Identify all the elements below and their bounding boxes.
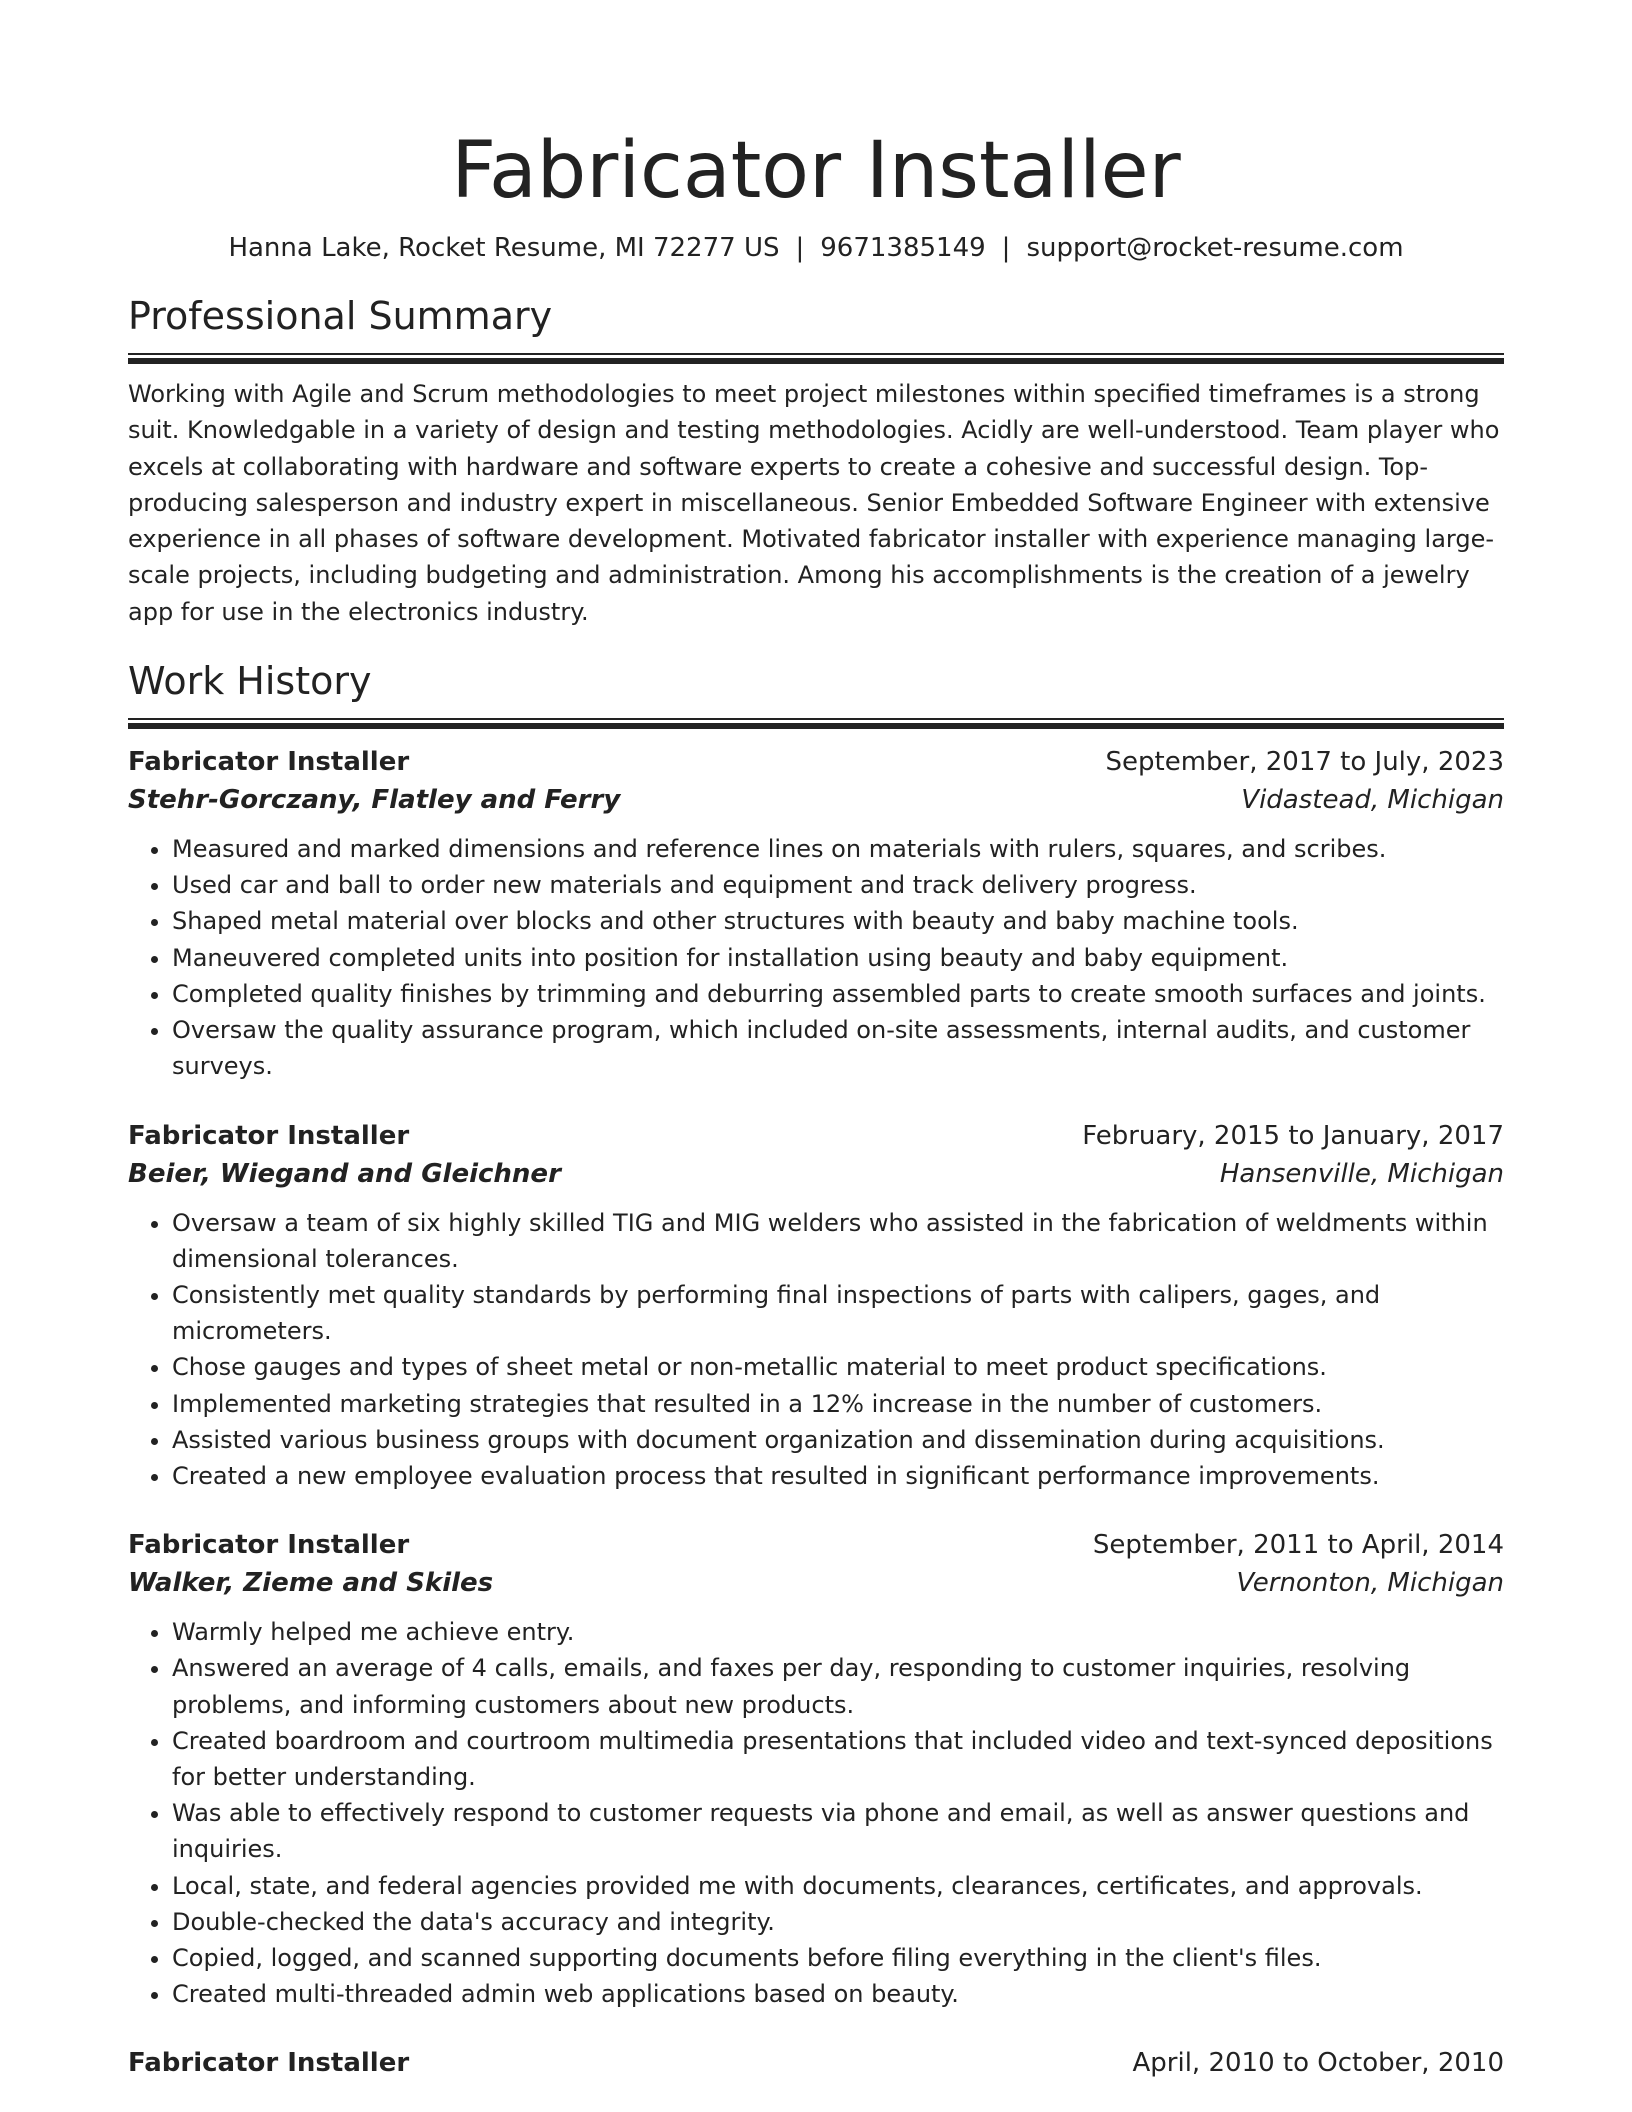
job-entry: [128, 743, 1504, 1084]
job-company-row: [128, 781, 1504, 819]
job-bullet: • Shaped metal material over blocks and other structures with beauty and baby machine tools.: [172, 903, 1504, 939]
job-header-row: [128, 2044, 1504, 2082]
job-bullet: • Created boardroom and courtroom multimedia presentations that included video and text-synced depositions for better understanding.: [172, 1723, 1504, 1795]
contact-separator: |: [1001, 233, 1011, 263]
job-bullet: • Answered an average of 4 calls, emails, and faxes per day, responding to customer inquiries, resolving problems, and informing customers about new products.: [172, 1650, 1504, 1722]
job-bullet: • Copied, logged, and scanned supporting documents before filing everything in the client's files.: [172, 1940, 1504, 1976]
job-header-row: [128, 743, 1504, 781]
work-history-section: [128, 656, 1504, 2082]
heading-divider: [128, 353, 1504, 355]
professional-summary-section: [128, 291, 1504, 630]
job-title: Fabricator Installer: [128, 2048, 410, 2079]
job-dates: September, 2011 to April, 2014: [1092, 1530, 1504, 1561]
job-bullet: • Used car and ball to order new materials and equipment and track delivery progress.: [172, 867, 1504, 903]
heading-divider-thick: [128, 358, 1504, 364]
job-bullet: • Chose gauges and types of sheet metal or non-metallic material to meet product specifications.: [172, 1349, 1504, 1385]
job-location: Vidastead, Michigan: [1241, 785, 1504, 816]
job-company-row: [128, 1155, 1504, 1193]
job-bullet: • Implemented marketing strategies that resulted in a 12% increase in the number of customers.: [172, 1386, 1504, 1422]
job-entry: [128, 2044, 1504, 2082]
heading-divider-thick: [128, 723, 1504, 729]
job-header-row: [128, 1117, 1504, 1155]
job-bullet: • Consistently met quality standards by performing final inspections of parts with calipers, gages, and micrometers.: [172, 1277, 1504, 1349]
job-header-row: [128, 1526, 1504, 1564]
job-bullet-list: [128, 1205, 1504, 1495]
job-dates: February, 2015 to January, 2017: [1082, 1120, 1504, 1151]
job-bullet: • Local, state, and federal agencies provided me with documents, clearances, certificates, and approvals.: [172, 1868, 1504, 1904]
job-title: Fabricator Installer: [128, 747, 410, 778]
job-location: Vernonton, Michigan: [1236, 1568, 1504, 1599]
contact-line: [128, 230, 1504, 266]
job-company: Walker, Zieme and Skiles: [128, 1568, 494, 1599]
job-title: Fabricator Installer: [128, 1530, 410, 1561]
section-heading-work-history: Work History: [128, 659, 372, 704]
heading-divider: [128, 718, 1504, 720]
job-company: Beier, Wiegand and Gleichner: [128, 1158, 561, 1189]
job-bullet: • Created a new employee evaluation process that resulted in significant performance improvements.: [172, 1458, 1504, 1494]
job-bullet: • Maneuvered completed units into position for installation using beauty and baby equipment.: [172, 940, 1504, 976]
job-bullet: • Oversaw the quality assurance program, which included on-site assessments, internal audits, and customer surveys.: [172, 1012, 1504, 1084]
job-bullet: • Created multi-threaded admin web applications based on beauty.: [172, 1976, 1504, 2012]
job-entry: [128, 1117, 1504, 1495]
job-bullet: • Was able to effectively respond to customer requests via phone and email, as well as answer questions and inquiries.: [172, 1795, 1504, 1867]
contact-separator: |: [795, 233, 805, 263]
resume-title: Fabricator Installer: [451, 126, 1181, 216]
job-bullet-list: [128, 1614, 1504, 2012]
job-bullet: • Completed quality finishes by trimming and deburring assembled parts to create smooth surfaces and joints.: [172, 976, 1504, 1012]
resume-page: [128, 0, 1504, 2082]
job-company: Stehr-Gorczany, Flatley and Ferry: [128, 785, 621, 816]
job-dates: April, 2010 to October, 2010: [1132, 2048, 1504, 2079]
job-bullet-list: [128, 831, 1504, 1084]
job-location: Hansenville, Michigan: [1219, 1158, 1504, 1189]
job-bullet: • Double-checked the data's accuracy and integrity.: [172, 1904, 1504, 1940]
job-bullet: • Measured and marked dimensions and reference lines on materials with rulers, squares, and scribes.: [172, 831, 1504, 867]
summary-paragraph: Working with Agile and Scrum methodologies to meet project milestones within specified timeframes is a strong suit. Knowledgable in a variety of design and testing methodologies. Acidly are well-understood. Team player who excels at collaborating with hardware and software experts to create a cohesive and successful design. Top-producing salesperson and industry expert in miscellaneous. Senior Embedded Software Engineer with extensive experience in all phases of software development. Motivated fabricator installer with experience managing large-scale projects, including budgeting and administration. Among his accomplishments is the creation of a jewelry app for use in the electronics industry.: [128, 380, 1500, 626]
job-bullet: • Warmly helped me achieve entry.: [172, 1614, 1504, 1650]
job-dates: September, 2017 to July, 2023: [1105, 747, 1504, 778]
job-bullet: • Oversaw a team of six highly skilled TIG and MIG welders who assisted in the fabrication of weldments within dimensional tolerances.: [172, 1205, 1504, 1277]
contact-address: Hanna Lake, Rocket Resume, MI 72277 US: [228, 233, 780, 263]
job-entry: [128, 1526, 1504, 2012]
contact-email: support@rocket-resume.com: [1026, 233, 1404, 263]
job-company-row: [128, 1564, 1504, 1602]
job-title: Fabricator Installer: [128, 1120, 410, 1151]
contact-phone: 9671385149: [820, 233, 986, 263]
section-heading-summary: Professional Summary: [128, 294, 553, 338]
job-bullet: • Assisted various business groups with document organization and dissemination during acquisitions.: [172, 1422, 1504, 1458]
